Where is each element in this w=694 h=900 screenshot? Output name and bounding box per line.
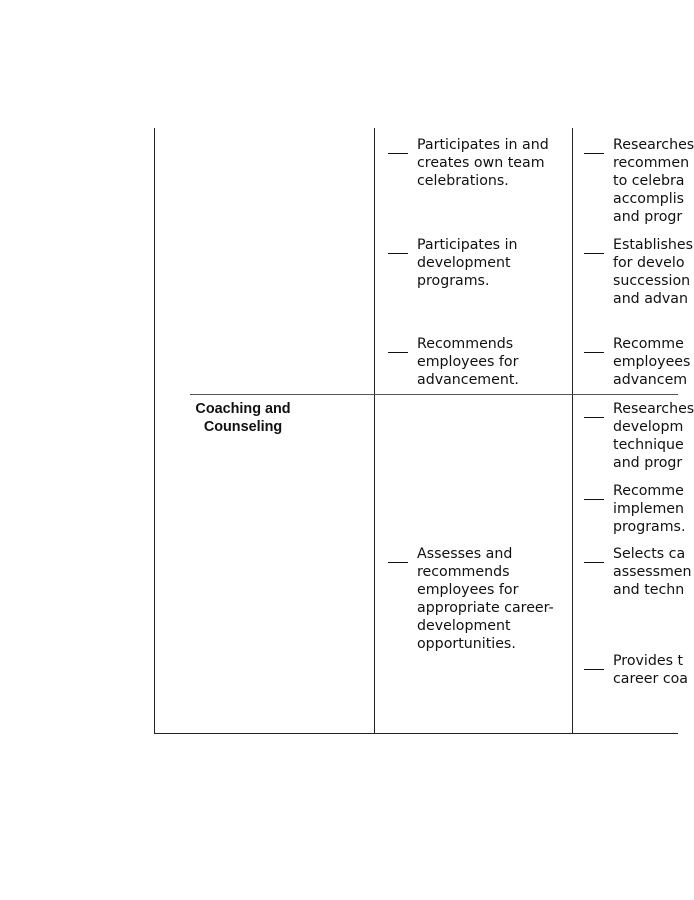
check-blank[interactable]: [388, 253, 408, 254]
check-blank[interactable]: [584, 153, 604, 154]
section-label-coaching: [168, 400, 318, 436]
check-blank[interactable]: [584, 499, 604, 500]
row-divider: [190, 394, 678, 395]
column-divider-1: [374, 128, 375, 734]
section-label-line: Coaching and: [195, 401, 291, 417]
item-text: Assesses and recommends employees for appropriate career- development opportunities.: [417, 546, 554, 652]
checklist-item: [584, 545, 692, 599]
checklist-item: [388, 545, 557, 653]
column-divider-2: [572, 128, 573, 734]
item-text: Participates in development programs.: [417, 237, 518, 289]
checklist-item: [584, 400, 694, 472]
item-text: Selects ca assessmen and techn: [613, 546, 692, 598]
checklist-item: [584, 652, 688, 688]
checklist-item: [584, 335, 691, 389]
item-text: Recomme employees advancem: [613, 336, 691, 388]
section-label-line: Counseling: [203, 419, 283, 435]
check-blank[interactable]: [584, 253, 604, 254]
table-left-border: [154, 128, 155, 734]
check-blank[interactable]: [584, 562, 604, 563]
checklist-item: [584, 482, 686, 536]
item-text: Researches recommen to celebra accomplis and progr: [613, 137, 694, 225]
item-text: Recomme implemen programs.: [613, 483, 686, 535]
checklist-item: [388, 136, 557, 190]
checklist-item: [584, 236, 694, 308]
checklist-item: [584, 136, 694, 226]
check-blank[interactable]: [388, 153, 408, 154]
item-text: Recommends employees for advancement.: [417, 336, 519, 388]
check-blank[interactable]: [388, 562, 408, 563]
check-blank[interactable]: [584, 669, 604, 670]
table-bottom-border: [154, 733, 678, 734]
check-blank[interactable]: [584, 417, 604, 418]
item-text: Establishes for develo succession and advan: [613, 237, 694, 307]
item-text: Researches developm technique and progr: [613, 401, 694, 471]
checklist-item: [388, 236, 557, 290]
check-blank[interactable]: [584, 352, 604, 353]
item-text: Provides t career coa: [613, 653, 688, 687]
item-text: Participates in and creates own team celebrations.: [417, 137, 549, 189]
checklist-item: [388, 335, 557, 389]
check-blank[interactable]: [388, 352, 408, 353]
